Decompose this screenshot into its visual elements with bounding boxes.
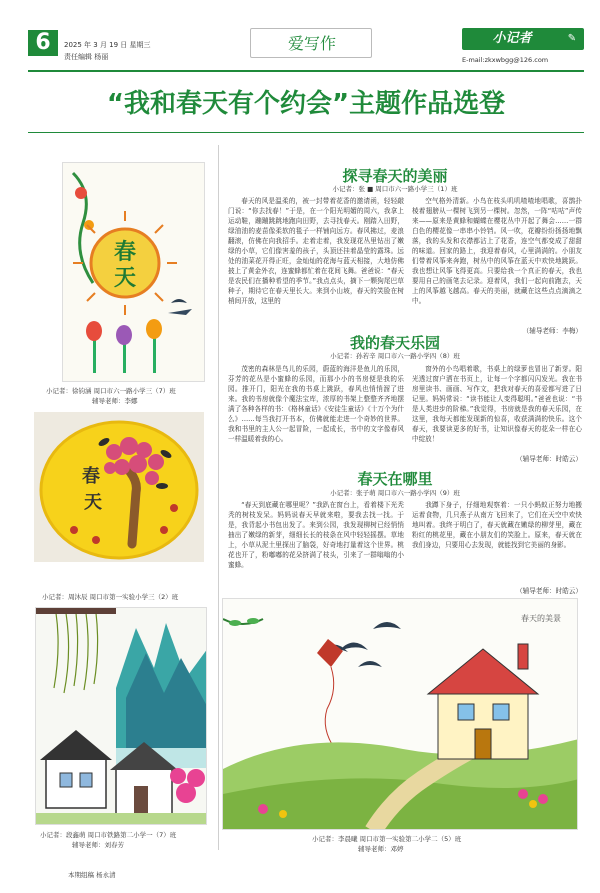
responsible-editor: 责任编辑 杨丽 <box>64 53 109 61</box>
artwork-village-landscape <box>35 607 207 825</box>
article-byline-3: 小记者：张子萌 周口市六一路小学四（9）班 <box>330 489 460 497</box>
article-body-2-right <box>412 364 582 464</box>
article-text: 春天的风是温柔的，被一封带着花香的邀请函，轻轻敲门说：“你去找春！”于是，在一个阳光明媚的周六，我拿上运动鞋，蹦蹦跳跳地跑向田野，去寻找春天。刚踏入田野，绿油油的麦苗像柔软的毯子一样铺向远方。春风拂过，麦浪翻滚，仿佛在向我招手。走着走着，我发现花丛里钻出了嫩绿的小草，它们像害羞的孩子，头顶还挂着晶莹的露珠。远处的油菜花开得正旺，金灿灿的花海与蓝天相接，大地仿佛披上了黄金外衣，连蜜蜂都忙着在花间飞舞。爸爸说：“春天是农民们在播种希望的季节。”我点点头，摘下一颗狗尾巴草种子，期待它在春天里长大。来到小山坡，春天的笑脸在树梢间开放，这里的 <box>228 197 404 305</box>
section-title: 爱写作 <box>287 34 336 53</box>
issue-date: 2025 年 3 月 19 日 星期三 <box>64 41 151 49</box>
article-text: 茂密的森林是鸟儿的乐园，蔚蓝的海洋是鱼儿的乐园，芬芳的花丛是小蜜蜂的乐园，而那小小的书房便是我的乐园。推开门，阳光在我的书桌上跳跃，春风也悄悄溜了进来。我的书房就像个魔法宝库，浓厚的书架上整整齐齐地摆满了各种各样的书：《格林童话》《安徒生童话》《十万个为什么》……每当我打开书本，仿佛就能走进一个奇妙的世界。我和书里的主人公一起冒险，一起成长，书中的文字像春风一样温暖着我的心。 <box>228 365 404 443</box>
article-teacher-3: （辅导老师：时皓云） <box>516 587 582 595</box>
section-box <box>250 28 372 58</box>
page-number-badge: 6 <box>28 30 58 56</box>
page-header <box>0 0 600 70</box>
caption-text: 小记者：段鑫萌 周口市铁路第二小学一（7）班 <box>40 831 177 839</box>
brand-banner <box>462 28 584 50</box>
article-title-2: 我的春天乐园 <box>349 334 440 352</box>
plate-text-tian: 天 <box>84 492 102 513</box>
article-text: 空气格外清新。小鸟在枝头叽叽喳喳地唱歌，喜鹊扑棱着翅膀从一棵树飞到另一棵树。忽然，一阵“咕咕”声传来——原来是黄蜂和蝴蝶在樱花丛中开起了舞会……一群白色的樱花像一串串小铃铛。风一吹，花瓣纷纷扬扬地飘落，我的头发和衣襟都沾上了花香，连空气都变成了甜甜的味道。回家的路上，我迎着春风，心里满满的。小朋友们带着风筝来奔跑，树丛中的风筝在蓝天中欢快地跳跃。我也想让风筝飞得更高。只要给我一个真正的春天，我也要用自己的画笔去记录。迎着风，我们一起向前跑去，天上的风筝越飞越高。春天的美丽，就藏在这些点点滴滴之中。 <box>412 197 582 305</box>
caption-teacher: 辅导老师：刘春芳 <box>72 841 124 849</box>
caption-artwork-two <box>42 592 222 602</box>
caption-teacher: 辅导老师：邓婷 <box>358 845 404 853</box>
caption-teacher: 辅导老师：李娜 <box>92 397 138 405</box>
artwork-house-kite <box>222 598 578 830</box>
brand-name: 小记者 <box>492 31 532 46</box>
caption-text: 小记者：周沐辰 周口市第一实验小学三（2）班 <box>42 593 179 601</box>
article-body-1-right <box>412 196 582 346</box>
pen-icon: ✎ <box>567 33 577 44</box>
article-title-3: 春天在哪里 <box>357 470 433 488</box>
artwork-spring-sun <box>62 162 205 382</box>
artwork-spring-tree-drawing <box>34 412 204 562</box>
article-body-3-left <box>228 500 404 590</box>
article-byline-2: 小记者：孙若辛 周口市六一路小学四（8）班 <box>330 352 460 360</box>
article-body-1-left <box>228 196 404 346</box>
artwork-village-drawing <box>36 608 207 825</box>
plate-text-chun: 春 <box>82 466 100 487</box>
artwork-text-tian: 天 <box>113 266 137 291</box>
artwork-signature: 春天的美景 <box>521 614 561 623</box>
artwork-text-chun: 春 <box>113 240 137 265</box>
artwork-house-kite-drawing <box>223 599 578 830</box>
column-divider-left <box>218 145 219 850</box>
issue-editor: 本期组稿 杨永清 <box>68 871 116 879</box>
article-body-3-right <box>412 500 582 590</box>
artwork-spring-tree <box>34 412 204 562</box>
article-text: 窗外的小鸟唱着歌，书桌上的绿萝也冒出了新芽。阳光透过窗户洒在书页上，让每一个字都闪闪发光。我在书房里读书、画画、写作文，把我对春天的喜爱都写进了日记里。妈妈常说：“读书能让人变得聪明。”爸爸也说：“书是人类进步的阶梯。”我觉得，书房就是我的春天乐园，在这里，我每天都能发现新的惊喜，收获满满的快乐。这个春天，我要读更多的好书，让知识像春天的花朵一样在心中绽放！ <box>412 365 582 443</box>
contact-email: E-mail:zkxwbgg@126.com <box>462 56 549 64</box>
page-headline: “我和春天有个约会”主题作品选登 <box>106 89 506 119</box>
caption-text: 小记者：李晨曦 周口市第一实验第二小学二（5）班 <box>312 835 462 843</box>
headline-rule <box>28 132 584 133</box>
article-title-1: 探寻春天的美丽 <box>342 167 448 185</box>
article-text: 我蹲下身子，仔细地观察着：一只小蚂蚁正努力地搬运着食物，几只燕子从南方飞回来了，它们在天空中欢快地叫着。我终于明白了，春天就藏在嫩绿的柳芽里，藏在粉红的桃花里，藏在小朋友们的笑脸上。原来，春天就在我们身边，只要用心去发现，就能找到它美丽的身影。 <box>412 501 582 549</box>
article-teacher-1: （辅导老师：李梅） <box>522 327 582 335</box>
caption-artwork-three <box>40 830 220 850</box>
article-teacher-2: （辅导老师：时皓云） <box>516 455 582 463</box>
artwork-spring-sun-drawing <box>63 163 205 382</box>
header-rule <box>28 70 584 72</box>
caption-text: 小记者：徐钧涵 周口市六一路小学三（7）班 <box>46 387 176 395</box>
caption-artwork-four <box>312 834 552 854</box>
article-body-2-left <box>228 364 404 464</box>
caption-artwork-one <box>46 386 226 406</box>
article-byline-1: 小记者：张 ■ 周口市六一路小学三（1）班 <box>332 185 458 193</box>
article-text: “春天到底藏在哪里呢？”我趴在窗台上，看着楼下光秃秃的树枝发呆。妈妈说春天早就来啦，要我去找一找。于是，我背起小书包出发了。来到公园，我发现柳树已经悄悄抽出了嫩绿的新芽，细细长长的枝条在风中轻轻摇摆。草地上，小草从泥土里探出了脑袋，好奇地打量着这个世界。桃花也开了，粉嘟嘟的花朵挤满了枝头，引来了一群嗡嗡的小蜜蜂。 <box>228 501 404 569</box>
